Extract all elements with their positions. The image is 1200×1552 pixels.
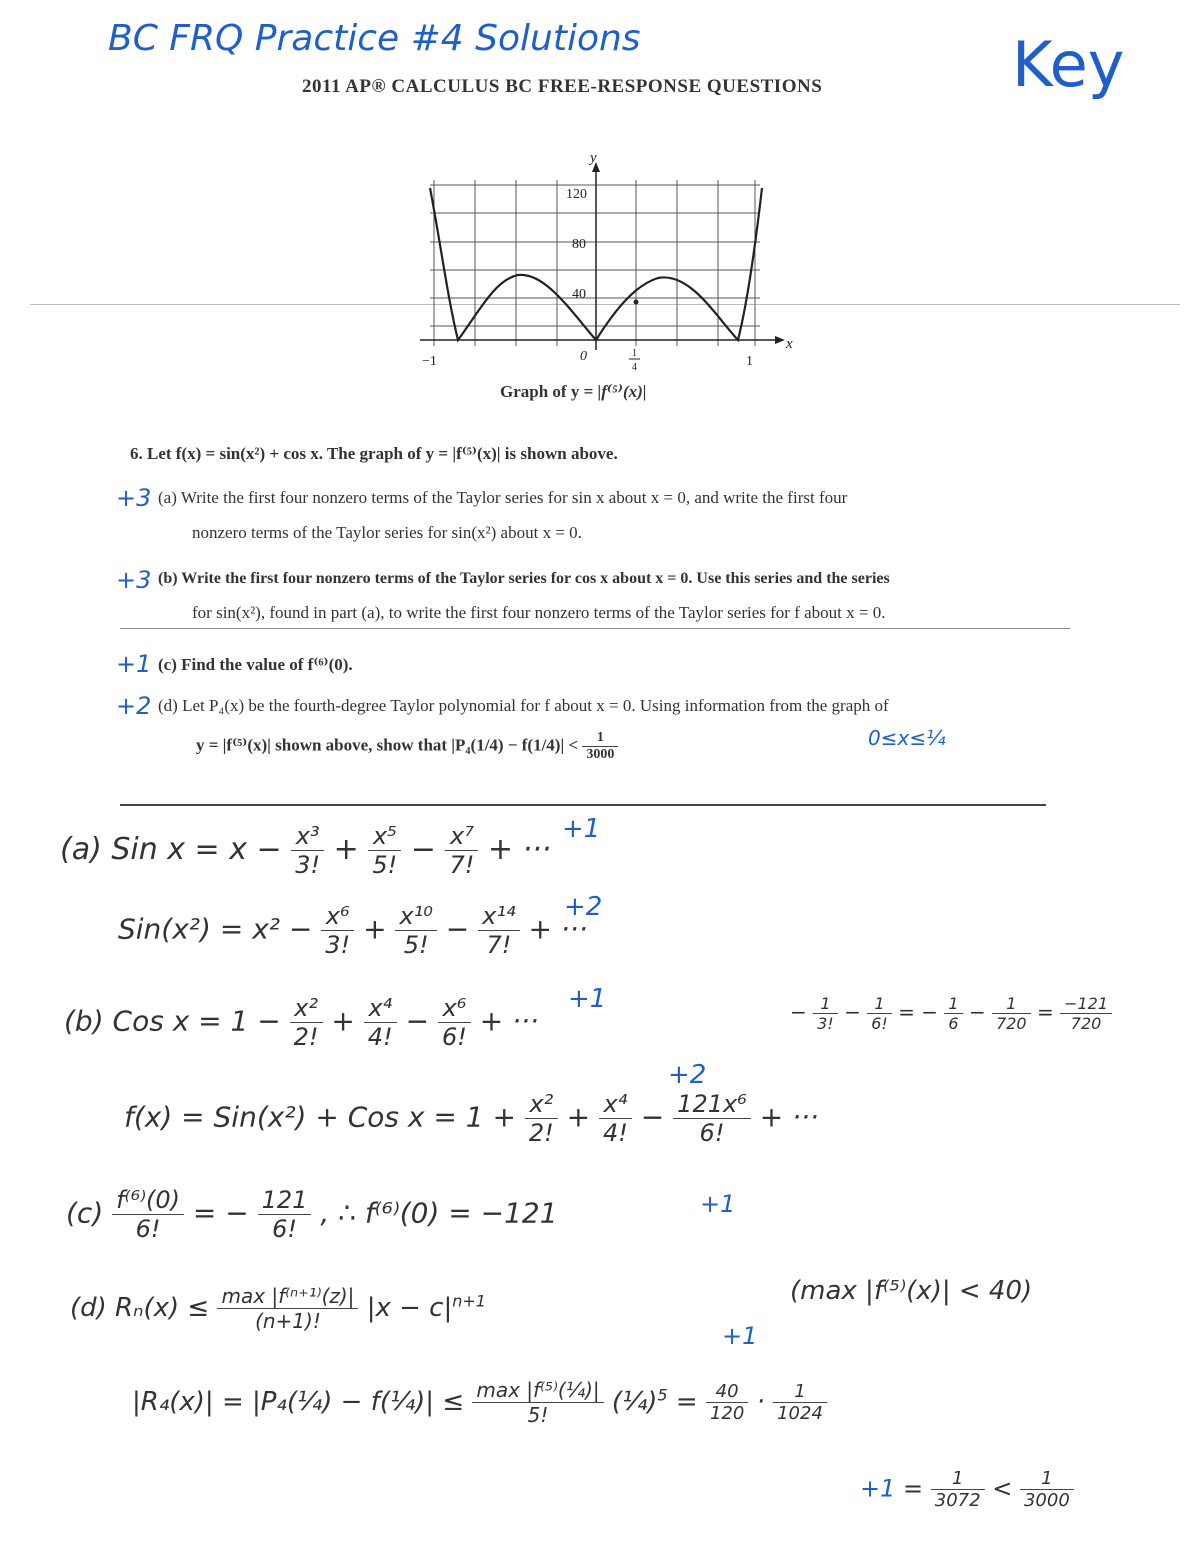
sol-d-t3 bbox=[706, 1381, 748, 1424]
sol-b-cos-t3-num: x⁶ bbox=[438, 994, 471, 1023]
sol-a-sin2-t3-num: x¹⁴ bbox=[478, 902, 519, 931]
sol-d-final-eq: = bbox=[903, 1474, 924, 1503]
sol-a-sin2-t2 bbox=[395, 902, 436, 959]
graph-caption-prefix: Graph of y = bbox=[500, 382, 594, 401]
sol-a-sin-t2-num: x⁵ bbox=[368, 822, 401, 851]
sol-b-side-f5 bbox=[1060, 994, 1112, 1033]
sol-b-side-f2-num: 1 bbox=[867, 994, 892, 1014]
sol-d-t6-num: 1 bbox=[1020, 1468, 1074, 1490]
sol-d-t2-den: 5! bbox=[527, 1403, 549, 1427]
sol-d-t2-num: max |f⁽⁵⁾(¼)| bbox=[472, 1378, 603, 1403]
sol-a-sin-score: +1 bbox=[562, 814, 601, 844]
sol-d-line1 bbox=[70, 1284, 486, 1333]
sol-d-score: +1 bbox=[722, 1322, 758, 1350]
graph-caption bbox=[500, 382, 647, 402]
sol-d-t3-den: 120 bbox=[709, 1403, 745, 1424]
sol-a-sin-tail: + ··· bbox=[487, 832, 552, 867]
part-d-text2: y = |f⁽⁵⁾(x)| shown above, show that |P₄(1/4) − f(1/4)| < bbox=[196, 735, 579, 755]
sol-d-exp: n+1 bbox=[452, 1291, 486, 1311]
sol-a-sin2-lead: Sin(x²) = x² − bbox=[118, 912, 313, 946]
part-b-line1 bbox=[158, 570, 890, 588]
graph-caption-expr: |f⁽⁵⁾(x)| bbox=[597, 382, 647, 401]
sol-b-side-f2-den: 6! bbox=[871, 1014, 888, 1033]
part-c-score: +1 bbox=[116, 650, 152, 678]
sol-d-t5-num: 1 bbox=[931, 1468, 985, 1490]
printed-title: 2011 AP® CALCULUS BC FREE-RESPONSE QUESTIONS bbox=[302, 76, 823, 97]
tick-0: 0 bbox=[580, 349, 587, 364]
part-d-line2 bbox=[196, 730, 618, 763]
question-intro-text: Let f(x) = sin(x²) + cos x. The graph of y = |f⁽⁵⁾(x)| is shown above. bbox=[147, 444, 618, 463]
sol-c-score: +1 bbox=[700, 1190, 736, 1218]
tick-quarter-num: 1 bbox=[632, 348, 637, 359]
sol-d-t6 bbox=[1020, 1468, 1074, 1511]
sol-a-sin2-t2-num: x¹⁰ bbox=[395, 902, 436, 931]
sol-c: (c) $\frac{\text{f⁽⁶⁾(0)}}{6!}$ = − $\frac{121}{6!}$ , ∴ f⁽⁶⁾(0) = −121 bbox=[66, 1186, 558, 1243]
sol-d-pow-base: (¼) bbox=[611, 1387, 658, 1417]
sol-c-t2-num: 121 bbox=[258, 1186, 312, 1215]
sol-a-sin2: Sin(x²) = x² − $\frac{\text{x⁶}}{3!}$ + $\frac{\text{x¹⁰}}{5!}$ − $\frac{\text{x¹⁴}}{7!}$ + ··· bbox=[118, 902, 588, 959]
question-number: 6. bbox=[130, 444, 143, 463]
sol-a-sin-t2-den: 5! bbox=[372, 851, 398, 879]
part-d-frac-num: 1 bbox=[582, 730, 618, 747]
sol-d-t3-num: 40 bbox=[706, 1381, 748, 1403]
sol-d-eq: = bbox=[675, 1387, 698, 1417]
sol-c-t2-den: 6! bbox=[272, 1215, 297, 1243]
sol-d-t5-den: 3072 bbox=[934, 1490, 981, 1511]
sol-d-t1 bbox=[217, 1284, 358, 1333]
sol-a-sin-t3-den: 7! bbox=[449, 851, 475, 879]
part-a-label: (a) bbox=[158, 488, 177, 507]
tick-80: 80 bbox=[572, 237, 586, 252]
part-a-line2: nonzero terms of the Taylor series for sin(x²) about x = 0. bbox=[192, 523, 582, 542]
part-b-label: (b) bbox=[158, 570, 178, 587]
part-d-label: (d) bbox=[158, 696, 178, 715]
sol-a-sin-t1-den: 3! bbox=[295, 851, 321, 879]
part-b-text1: Write the first four nonzero terms of the Taylor series for cos x about x = 0. Use this series and the series bbox=[181, 570, 890, 587]
sol-a-sin-lead: (a) Sin x = x − bbox=[60, 832, 282, 867]
sol-d-t2 bbox=[472, 1378, 603, 1427]
sol-d-line2-lead: |R₄(x)| = |P₄(¼) − f(¼)| ≤ bbox=[132, 1387, 465, 1417]
sol-b-cos-t3 bbox=[438, 994, 471, 1051]
sol-a-sin2-t3-den: 7! bbox=[486, 931, 512, 959]
sol-b-cos: (b) Cos x = 1 − $\frac{\text{x²}}{2!}$ + $\frac{\text{x⁴}}{4!}$ − $\frac{\text{x⁶}}{6!}$ + ··· bbox=[64, 994, 539, 1051]
sol-d-t4-den: 1024 bbox=[777, 1403, 823, 1424]
sol-b-cos-t3-den: 6! bbox=[441, 1023, 467, 1051]
sol-b-f-t2 bbox=[599, 1090, 632, 1147]
sol-d-lead: (d) Rₙ(x) ≤ bbox=[70, 1293, 210, 1323]
sol-a-sin2-t3 bbox=[478, 902, 519, 959]
handwritten-title: BC FRQ Practice #4 Solutions bbox=[108, 18, 641, 59]
sol-c-lead: (c) bbox=[66, 1196, 104, 1230]
sol-b-f-t2-num: x⁴ bbox=[599, 1090, 632, 1119]
sol-d-final-score: +1 bbox=[860, 1474, 896, 1503]
sol-a-sin-t3-num: x⁷ bbox=[445, 822, 478, 851]
sol-b-f-score: +2 bbox=[668, 1060, 707, 1090]
sol-d-t1-den: (n+1)! bbox=[255, 1309, 321, 1333]
sol-b-side-f5-den: 720 bbox=[1070, 1014, 1102, 1033]
key-label: Key bbox=[1012, 28, 1125, 101]
sol-b-f-t2-den: 4! bbox=[603, 1119, 628, 1147]
part-a-text1: Write the first four nonzero terms of the Taylor series for sin x about x = 0, and write the first four bbox=[180, 488, 848, 507]
sol-a-sin: (a) Sin x = x − $\frac{\text{x³}}{3!}$ + $\frac{\text{x⁵}}{5!}$ − $\frac{\text{x⁷}}{7!}$ + ··· bbox=[60, 822, 552, 879]
sol-b-side-f1-num: 1 bbox=[813, 994, 838, 1014]
sol-d-pow-exp: 5 bbox=[657, 1385, 668, 1405]
sol-b-f-t3-num: 121x⁶ bbox=[673, 1090, 751, 1119]
sol-b-f-t1 bbox=[525, 1090, 558, 1147]
part-a-score: +3 bbox=[116, 484, 152, 512]
tick-40: 40 bbox=[572, 287, 586, 302]
part-b-line2: for sin(x²), found in part (a), to write the first four nonzero terms of the Taylor series for f about x = 0. bbox=[192, 603, 886, 622]
sol-b-f-lead: f(x) = Sin(x²) + Cos x = 1 + bbox=[124, 1100, 516, 1134]
sol-b-f-t1-den: 2! bbox=[528, 1119, 554, 1147]
sol-b-cos-lead: (b) Cos x = 1 − bbox=[64, 1004, 281, 1038]
sol-b-side-f4-num: 1 bbox=[992, 994, 1031, 1014]
part-d-score: +2 bbox=[116, 692, 152, 720]
sol-b-side-f4-den: 720 bbox=[996, 1014, 1027, 1033]
sol-b-f-t3 bbox=[673, 1090, 751, 1147]
sol-d-lt: < bbox=[992, 1474, 1013, 1503]
sol-a-sin2-tail: + ··· bbox=[528, 912, 588, 946]
sol-a-sin-t1 bbox=[291, 822, 324, 879]
part-d-note: 0≤x≤¼ bbox=[868, 726, 946, 750]
sol-b-side-calc: − $\frac{1}{3!}$ − $\frac{1}{6!}$ = − $\frac{1}{6}$ − $\frac{1}{720}$ = $\frac{-121}{720}$ bbox=[790, 994, 1112, 1033]
sol-a-sin-t2 bbox=[368, 822, 401, 879]
tick-120: 120 bbox=[566, 187, 587, 202]
sol-d-t1-num: max |f⁽ⁿ⁺¹⁾(z)| bbox=[217, 1284, 358, 1309]
sol-a-sin2-t1-den: 3! bbox=[325, 931, 351, 959]
sol-b-cos-tail: + ··· bbox=[479, 1004, 539, 1038]
sol-b-cos-t2 bbox=[364, 994, 397, 1051]
sol-d-note: (max |f⁽⁵⁾(x)| < 40) bbox=[790, 1276, 1033, 1306]
sol-a-sin2-t1 bbox=[321, 902, 354, 959]
part-d-frac-den: 3000 bbox=[586, 747, 615, 762]
question-intro bbox=[130, 444, 618, 464]
part-c-text: Find the value of f⁽⁶⁾(0). bbox=[181, 655, 353, 674]
sol-c-result: , ∴ f⁽⁶⁾(0) = −121 bbox=[320, 1196, 558, 1230]
sol-d-line2: |R₄(x)| = |P₄(¼) − f(¼)| ≤ $\frac{\text{max |f⁽⁵⁾(¼)|}}{5!}$ (¼)$^5$ = $\frac{40}{120}$ · $\frac{1}{1024}$ bbox=[132, 1378, 827, 1427]
tick-quarter-den: 4 bbox=[632, 362, 637, 373]
sol-c-t1-num: f⁽⁶⁾(0) bbox=[112, 1186, 184, 1215]
sol-a-sin2-t2-den: 5! bbox=[403, 931, 429, 959]
sol-b-side-f3-num: 1 bbox=[944, 994, 962, 1014]
part-a-line1 bbox=[158, 488, 847, 508]
part-b-score: +3 bbox=[116, 566, 152, 594]
sol-b-cos-t2-num: x⁴ bbox=[364, 994, 397, 1023]
sol-c-t2 bbox=[258, 1186, 312, 1243]
sol-c-t1-den: 6! bbox=[135, 1215, 161, 1243]
sol-d-t6-den: 3000 bbox=[1023, 1490, 1070, 1511]
tick-1: 1 bbox=[746, 354, 753, 369]
graph-figure bbox=[400, 150, 800, 380]
sol-b-side-f1 bbox=[813, 994, 838, 1033]
sol-a-sin-t1-num: x³ bbox=[291, 822, 324, 851]
sol-c-t1 bbox=[112, 1186, 184, 1243]
sol-d-t4 bbox=[773, 1381, 827, 1424]
part-c-line bbox=[158, 655, 353, 675]
part-d-fraction bbox=[582, 730, 618, 763]
section-divider bbox=[120, 804, 1046, 806]
part-c-label: (c) bbox=[158, 655, 177, 674]
sol-b-cos-t1-den: 2! bbox=[293, 1023, 319, 1051]
sol-a-sin2-score: +2 bbox=[564, 892, 603, 922]
sol-d-tail: |x − c| bbox=[366, 1293, 453, 1323]
sol-b-cos-t1 bbox=[290, 994, 323, 1051]
sol-a-sin2-t1-num: x⁶ bbox=[321, 902, 354, 931]
x-axis-label: x bbox=[786, 336, 793, 352]
sol-a-sin-t3 bbox=[445, 822, 478, 879]
sol-d-final bbox=[860, 1468, 1074, 1511]
sol-b-f: f(x) = Sin(x²) + Cos x = 1 + $\frac{\text{x²}}{2!}$ + $\frac{\text{x⁴}}{4!}$ − $\frac{\text{121x⁶}}{6!}$ + ··· bbox=[124, 1090, 819, 1147]
part-d-line1 bbox=[158, 696, 889, 716]
tick-minus1: −1 bbox=[422, 354, 437, 369]
graph-grid bbox=[430, 180, 760, 346]
sol-b-side-f5-num: −121 bbox=[1060, 994, 1112, 1014]
sol-b-f-tail: + ··· bbox=[759, 1100, 819, 1134]
sol-d-t5 bbox=[931, 1468, 985, 1511]
sol-b-side-f2 bbox=[867, 994, 892, 1033]
sol-b-cos-t1-num: x² bbox=[290, 994, 323, 1023]
y-axis-label: y bbox=[590, 150, 597, 166]
sol-b-side-f3-den: 6 bbox=[948, 1014, 959, 1033]
sol-b-cos-score: +1 bbox=[568, 984, 607, 1014]
sol-b-f-t1-num: x² bbox=[525, 1090, 558, 1119]
part-d-text1: Let P₄(x) be the fourth-degree Taylor polynomial for f about x = 0. Using information from the graph of bbox=[182, 696, 889, 715]
sol-b-side-f4 bbox=[992, 994, 1031, 1033]
sol-b-f-t3-den: 6! bbox=[699, 1119, 725, 1147]
sol-b-cos-t2-den: 4! bbox=[367, 1023, 393, 1051]
sol-b-side-f3 bbox=[944, 994, 962, 1033]
part-b-underline bbox=[120, 628, 1070, 629]
sol-b-side-f1-den: 3! bbox=[817, 1014, 834, 1033]
sol-d-t4-num: 1 bbox=[773, 1381, 827, 1403]
